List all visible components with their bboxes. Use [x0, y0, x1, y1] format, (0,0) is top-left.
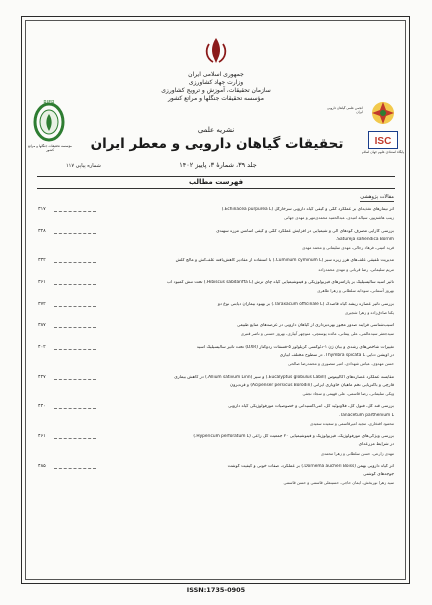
toc-entry-page: ۴۲۷: [38, 374, 46, 380]
toc-entry-leader: [54, 306, 96, 307]
toc-entry-title: بررسی ویژگی‌های مورفولوژیک، فیزیولوژیک و فیتوشیمیایی ۲۰ جمعیت گل راعی (Hypericum perforatum L.): [193, 434, 394, 440]
toc-entry-page: ۳۱۷: [38, 207, 46, 212]
toc-entries: [38, 207, 394, 542]
isc-logo-icon: [368, 131, 398, 149]
toc-entry-title: مقایسه عملکرد عصاره‌های اکالیپتوس (Eucalyptus globulus Labill.) و سیر (Allium sativum Linn.) در کاهش بیماری: [174, 374, 394, 380]
toc-entry-title: تغییرات شاخص‌های رشدی و بیان ژن ۱-دئوکسی گزیلولوز ۵-فسفات ردوکتاز (DXR) تحت تأثیر سالیسیلیک اسید: [196, 344, 394, 350]
toc-entry-title: در شرایط مزرعه‌ای: [358, 442, 394, 448]
iran-emblem-icon: [203, 36, 229, 66]
toc-entry-authors: محمود افتخاری، مجید امیرقاسمی و سعیده سعیدی: [309, 420, 394, 426]
toc-entry-title: بررسی کارایی مصرف کودهای آلی و شیمیایی در افزایش عملکرد کمّی و کیفی اسانس مرزه سهندی: [216, 228, 394, 234]
toc-entry-page: ۳۸۷: [38, 323, 46, 329]
toc-entry-page: ۳۴۲: [38, 258, 46, 264]
toc-entry-page: ۳۶۱: [38, 280, 46, 285]
toc-entry-page: ۴۰۲: [38, 344, 46, 350]
section-heading: مقالات پژوهشی: [360, 194, 394, 200]
toc-entry-title: قارچی و باکتریایی تخم ماهیان خاویاری ایرانی (Acipenser persicus Borodin) و قره‌برون: [230, 382, 394, 388]
toc-entry-authors: سیدجعفر سیدعالمی، علی پیمانی، مائده پوستچی، منوچهر آبیاری، بهروز حسنی و ناصر قنبری: [240, 331, 394, 337]
issue-info: جلد ۳۹، شمارۀ ۳، پاییز ۱۴۰۲: [179, 161, 257, 169]
toc-entry-title: در آویشن دنایی Thymbra spicata L. در سطوح مختلف آبیاری: [279, 352, 394, 358]
toc-entry-leader: [54, 327, 96, 328]
divider-top: [37, 176, 395, 177]
journal-title: تحقیقات گیاهان دارویی و معطر ایران: [90, 136, 344, 152]
rifr-letters: RIFR: [43, 100, 55, 106]
toc-entry-authors: یکتا صادق‌زاده و زهرا شجیری: [344, 309, 394, 315]
toc-entry-leader: [54, 262, 96, 263]
header-line-1: جمهوری اسلامی ایران: [188, 71, 244, 78]
toc-entry-page: ۳۷۲: [38, 301, 46, 307]
toc-entry-leader: [54, 468, 96, 469]
toc-entry-authors: فرید امینی، فرهاد رجالی، مهدی سلیمانی و محمد مهدی: [302, 244, 394, 250]
toc-entry-leader: [54, 408, 96, 409]
toc-entry-authors: مریم سلیمانی، رضا قربانی و مهدی محمدزاده: [318, 266, 394, 272]
rifr-logo-icon: [28, 98, 70, 144]
society-logo-icon: [364, 98, 402, 128]
header-line-2: وزارت جهاد کشاورزی: [188, 79, 244, 86]
toc-entry-authors: بهروز آسمانی، سودابه سلطانی و زهرا طاهری: [317, 288, 394, 294]
isc-caption: پایگاه استنادی علوم جهان اسلام: [361, 150, 405, 154]
toc-entry-authors: حسن مهدوی، عباس شهدادی، امیر منصوری و محمدرضا صالحی: [288, 361, 394, 367]
issn: ISSN:1735-0905: [186, 586, 246, 594]
toc-entry-title: مدیریت تلفیقی علف‌های هرز زیره سبز (Cuminum cyminum L.) با استفاده از مقادیر کاهش‌یافته علف‌کش و مالچ کلش: [175, 258, 394, 264]
toc-entry-title: اثر گیاه دارویی بهمن (Dornema aucheri Boiss.) بر عملکرد، صفات خونی و کیفیت گوشت: [227, 464, 394, 469]
toc-entry-page: ۴۶۱: [38, 434, 46, 440]
toc-entry-title: اثر تیمارهای تغذیه‌ای بر عملکرد کمّی و کیفی گیاه دارویی سرخارگل (Echinacea purpurea L.): [221, 207, 394, 212]
toc-entry-leader: [54, 349, 96, 350]
toc-entry-leader: [54, 233, 96, 234]
toc-entry-title: Satureja sahendica Bornm.: [335, 236, 394, 242]
toc-entry-leader: [54, 284, 96, 285]
toc-entry-page: ۴۸۵: [38, 464, 46, 469]
society-caption: انجمن علمی گیاهان دارویی ایران: [327, 106, 363, 114]
section-underline: [360, 201, 394, 202]
journal-type: نشریه علمی: [197, 126, 235, 134]
toc-entry-authors: سید زهرا نوربخش، ایمان حاجی، حسینعلی قاسمی و حسن قاسمی: [283, 480, 394, 486]
toc-entry-title: آسیب‌شناسی فرایند صدور مجوز بهره‌برداری از گیاهان دارویی در عرصه‌های منابع طبیعی: [237, 323, 394, 329]
toc-entry-authors: ویکی سلیمانی، رضا قاسمی، علی فهیمی و سجاد نجفی: [302, 390, 394, 396]
header-line-4: مؤسسه تحقیقات جنگلها و مراتع کشور: [168, 95, 264, 102]
header-line-3: سازمان تحقیقات، آموزش و ترویج کشاورزی: [161, 87, 271, 94]
toc-entry-title: جوجه‌های گوشتی: [363, 472, 394, 478]
toc-entry-page: ۳۲۸: [38, 228, 46, 234]
toc-entry-title: تأثیر اسید سالیسیلیک بر پارامترهای فیزیولوژیکی و فیتوشیمیایی گیاه چای ترش (Hibiscus sabdariffa L.) تحت تنش کمبود آب: [167, 280, 394, 285]
toc-entry-title: بررسی تأثیر عصاره ریشه گیاه قاصدک (Taraxacum officinale L.) بر بهبود بیماران دیابتی نوع دو: [217, 301, 394, 307]
toc-entry-page: ۴۴۰: [38, 404, 46, 410]
toc-entry-title: Tanacetum parthenium L.: [338, 412, 394, 418]
toc-entry-leader: [54, 379, 96, 380]
rifr-caption: مؤسسه تحقیقات جنگلها و مراتع کشور: [28, 144, 72, 152]
svg-text:ISC: ISC: [374, 136, 392, 147]
serial-number: شماره پیاپی ۱۱۷: [66, 163, 101, 169]
toc-title: فهرست مطالب: [188, 178, 244, 186]
toc-entry-authors: زینب هاشم‌پور، سیاله امیدی، عبدالحمید محمدی‌مهر و مهدی جهانی: [283, 215, 394, 221]
divider-bottom: [37, 188, 395, 189]
toc-entry-leader: [54, 211, 96, 212]
toc-entry-title: بررسی قند کل، فنول کل، فلاونوئید کل، آنتی‌اکسیدانی و خصوصیات مورفولوژیکی گیاه دارویی: [228, 404, 394, 410]
toc-entry-authors: مهدی زارعی، حسن سلطانی و زهرا محمدی: [320, 450, 394, 456]
toc-entry-leader: [54, 438, 96, 439]
